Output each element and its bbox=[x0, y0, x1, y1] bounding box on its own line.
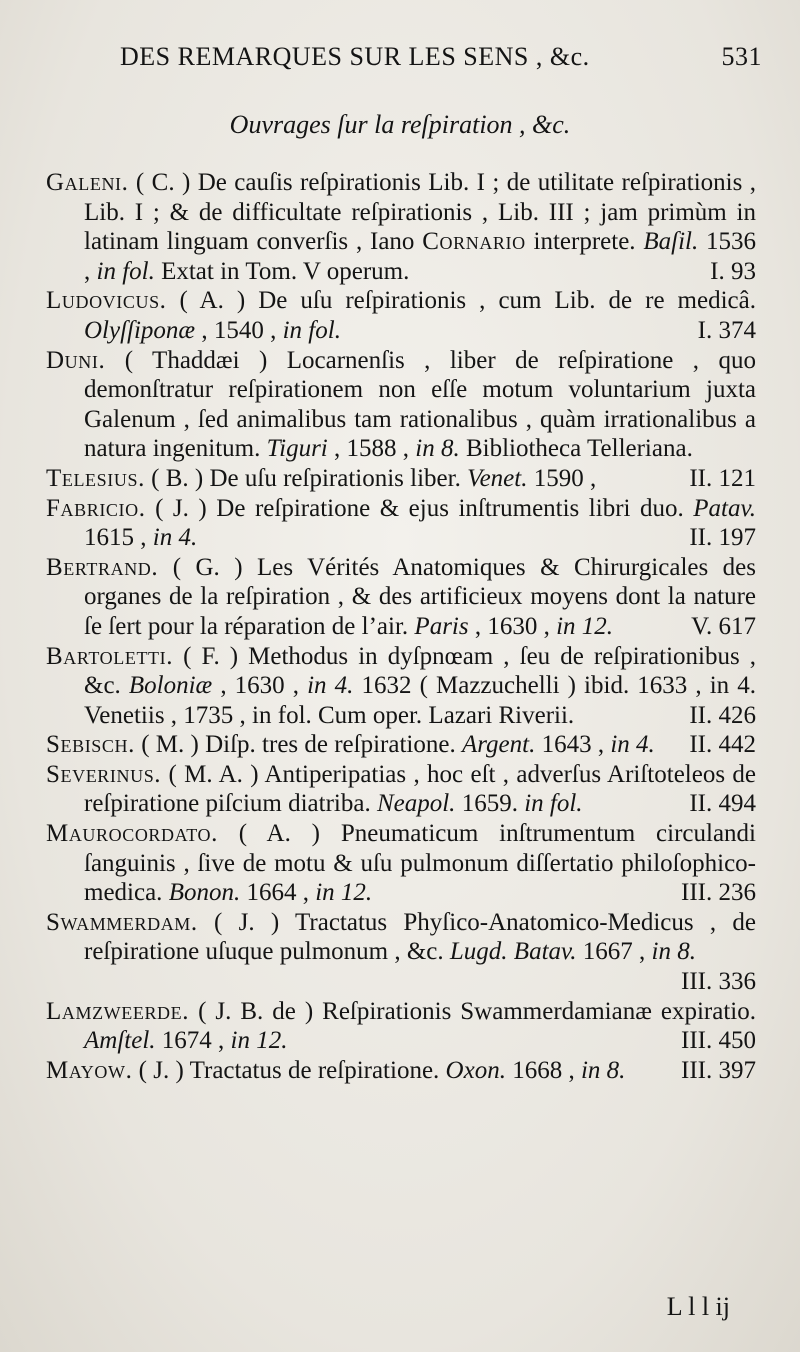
bibliography-entry bbox=[46, 346, 756, 464]
entry-date: 1668 , bbox=[505, 1056, 581, 1084]
entry-text: ( J. ) Tractatus de reſpiratione. bbox=[132, 1056, 446, 1084]
entry-author: Swammerdam. bbox=[46, 908, 198, 936]
entry-date: 1590 , bbox=[527, 464, 597, 492]
bibliography-entry bbox=[46, 286, 756, 345]
entry-place: Venet. bbox=[467, 464, 528, 492]
entry-text: ( A. ) Pneumaticum inſtrumentum circulandi ſanguinis , ſive de motu & uſu pulmonum diſſertatio philoſophico-medica. bbox=[84, 820, 756, 907]
entry-format: in 4. bbox=[307, 672, 354, 700]
entry-date: 1536 , bbox=[84, 228, 757, 285]
bibliography-entry bbox=[46, 553, 756, 642]
entry-date: 1659. bbox=[455, 790, 525, 818]
entry-author: Fabricio. bbox=[46, 494, 146, 522]
entry-place: Bonon. bbox=[168, 879, 241, 907]
entry-note: 1632 ( Mazzuchelli ) ibid. 1633 , in 4. Venetiis , 1735 , in fol. Cum oper. Lazari Riverii. bbox=[84, 672, 757, 729]
entry-volume-ref: II. 426 bbox=[689, 701, 756, 729]
entry-text-secondary: interprete. bbox=[525, 228, 644, 256]
entry-format: in fol. bbox=[282, 316, 341, 344]
entry-place: Olyſſiponæ bbox=[84, 316, 196, 344]
entry-author: Telesius. bbox=[46, 464, 145, 492]
entry-format: in 12. bbox=[556, 612, 614, 640]
entry-text: ( Thaddæi ) Locarnenſis , liber de reſpiratione , quo demonſtratur reſpirationem non eſſe motum voluntarium juxta Galenum , ſed animalibus tam rationalibus , quàm irrationalibus a natura ingenitum. bbox=[84, 346, 756, 463]
entry-volume-ref: II. 494 bbox=[689, 790, 756, 818]
entry-format: in 8. bbox=[580, 1056, 626, 1084]
entry-text: ( A. ) De uſu reſpirationis , cum Lib. de re medicâ. bbox=[166, 287, 756, 315]
entry-author: Severinus. bbox=[46, 760, 162, 788]
entry-volume-ref: V. 617 bbox=[691, 612, 756, 640]
entry-place: Tiguri bbox=[266, 435, 328, 463]
running-head bbox=[120, 42, 762, 72]
entry-text: ( J. ) De reſpiratione & ejus inſtrumentis libri duo. bbox=[145, 494, 694, 522]
entry-format: in 12. bbox=[230, 1027, 288, 1055]
catchword: L l l ij bbox=[666, 1292, 730, 1321]
entry-text: ( B. ) De uſu reſpirationis liber. bbox=[144, 464, 468, 492]
entry-place: Boloniæ bbox=[128, 672, 213, 700]
entry-place: Paris bbox=[414, 612, 469, 640]
entry-volume-ref: III. 450 bbox=[681, 1027, 756, 1055]
bibliography-entry bbox=[46, 168, 756, 286]
entry-volume-ref: III. 236 bbox=[681, 879, 756, 907]
bibliography-entry bbox=[46, 908, 756, 997]
entry-author: Bartoletti. bbox=[46, 642, 174, 670]
entry-author: Sebisch. bbox=[46, 731, 135, 759]
section-title: Ouvrages ſur la reſpiration , &c. bbox=[229, 110, 571, 139]
entry-place: Amſtel. bbox=[84, 1027, 156, 1055]
entry-text: ( M. ) Diſp. tres de reſpiratione. bbox=[134, 731, 462, 759]
entry-format: in 8. bbox=[415, 435, 460, 463]
entry-date: 1643 , bbox=[535, 731, 611, 759]
bibliography-entry bbox=[46, 997, 756, 1056]
entry-volume-ref: II. 442 bbox=[689, 731, 756, 759]
entry-date: 1615 , bbox=[84, 524, 153, 552]
bibliography-entry bbox=[46, 464, 756, 494]
entry-author: Duni. bbox=[46, 346, 106, 374]
entry-place: Oxon. bbox=[445, 1056, 506, 1084]
entry-author: Maurocordato. bbox=[46, 820, 218, 848]
entry-volume-ref: I. 93 bbox=[710, 257, 756, 285]
entry-text: ( J. B. de ) Reſpirationis Swammerdamianæ expiratio. bbox=[189, 997, 756, 1025]
entry-format: in 4. bbox=[152, 524, 198, 552]
entry-place: Patav. bbox=[693, 494, 756, 522]
entry-format: in fol. bbox=[96, 257, 155, 285]
entry-text: ( M. A. ) Antiperipatias , hoc eſt , adverſus Ariſtoteleos de reſpiratione piſcium diatriba. bbox=[84, 760, 756, 818]
entry-place: Neapol. bbox=[376, 790, 456, 818]
entry-date: 1664 , bbox=[240, 879, 316, 907]
bibliography-entry bbox=[46, 760, 756, 819]
entry-format: in 4. bbox=[610, 731, 655, 759]
entry-date: , 1630 , bbox=[468, 612, 557, 640]
bibliography-entry bbox=[46, 494, 756, 553]
entry-volume-ref: III. 336 bbox=[681, 968, 756, 996]
entry-date: , 1588 , bbox=[327, 435, 416, 463]
entry-place: Baſil. bbox=[643, 228, 699, 256]
entry-author-secondary: Cornario bbox=[422, 228, 526, 256]
running-head-title: DES REMARQUES SUR LES SENS , &c. bbox=[120, 42, 590, 71]
entry-author: Lamzweerde. bbox=[46, 997, 190, 1025]
bibliography-entry bbox=[46, 1056, 756, 1086]
entry-author: Ludovicus. bbox=[46, 287, 167, 315]
entry-note: Extat in Tom. V operum. bbox=[154, 257, 410, 285]
page-number: 531 bbox=[721, 42, 762, 71]
entry-place: Argent. bbox=[461, 731, 536, 759]
entry-text: ( J. ) Tractatus Phyſico-Anatomico-Medicus , de reſpiratione uſuque pulmonum , &c. bbox=[84, 908, 756, 966]
entry-date: 1674 , bbox=[155, 1027, 231, 1055]
entry-format: in 12. bbox=[315, 879, 373, 907]
entry-format: in 8. bbox=[651, 938, 696, 966]
bibliography-entry bbox=[46, 642, 756, 731]
entry-date: , 1540 , bbox=[195, 316, 283, 344]
entry-date: , 1630 , bbox=[212, 672, 308, 700]
entry-author: Mayow. bbox=[46, 1056, 133, 1084]
entry-text: ( F. ) Methodus in dyſpnœam , ſeu de reſpirationibus , &c. bbox=[84, 642, 756, 700]
entry-volume-ref: II. 121 bbox=[689, 464, 756, 492]
entry-author: Bertrand. bbox=[46, 553, 159, 581]
bibliography-list bbox=[46, 168, 756, 1085]
bibliography-entry bbox=[46, 819, 756, 908]
entry-date: 1667 , bbox=[576, 938, 652, 966]
entry-text: ( C. ) De cauſis reſpirationis Lib. I ; de utilitate reſpirationis , Lib. I ; & de difficultate reſpirationis , Lib. III ; jam primùm in latinam linguam converſis , Iano bbox=[84, 169, 756, 256]
entry-author: Galeni. bbox=[46, 169, 129, 196]
entry-text: ( G. ) Les Vérités Anatomiques & Chirurgicales des organes de la reſpiration , & des artificieux moyens dont la nature ſe ſert pour la réparation de l’air. bbox=[84, 553, 756, 640]
entry-volume-ref: III. 397 bbox=[681, 1056, 756, 1084]
entry-volume-ref: II. 197 bbox=[689, 524, 756, 552]
entry-place: Lugd. Batav. bbox=[449, 938, 577, 966]
entry-format: in fol. bbox=[524, 790, 583, 818]
entry-volume-ref: I. 374 bbox=[697, 316, 756, 344]
entry-note: Bibliotheca Telleriana. bbox=[459, 435, 693, 463]
bibliography-entry bbox=[46, 730, 756, 760]
